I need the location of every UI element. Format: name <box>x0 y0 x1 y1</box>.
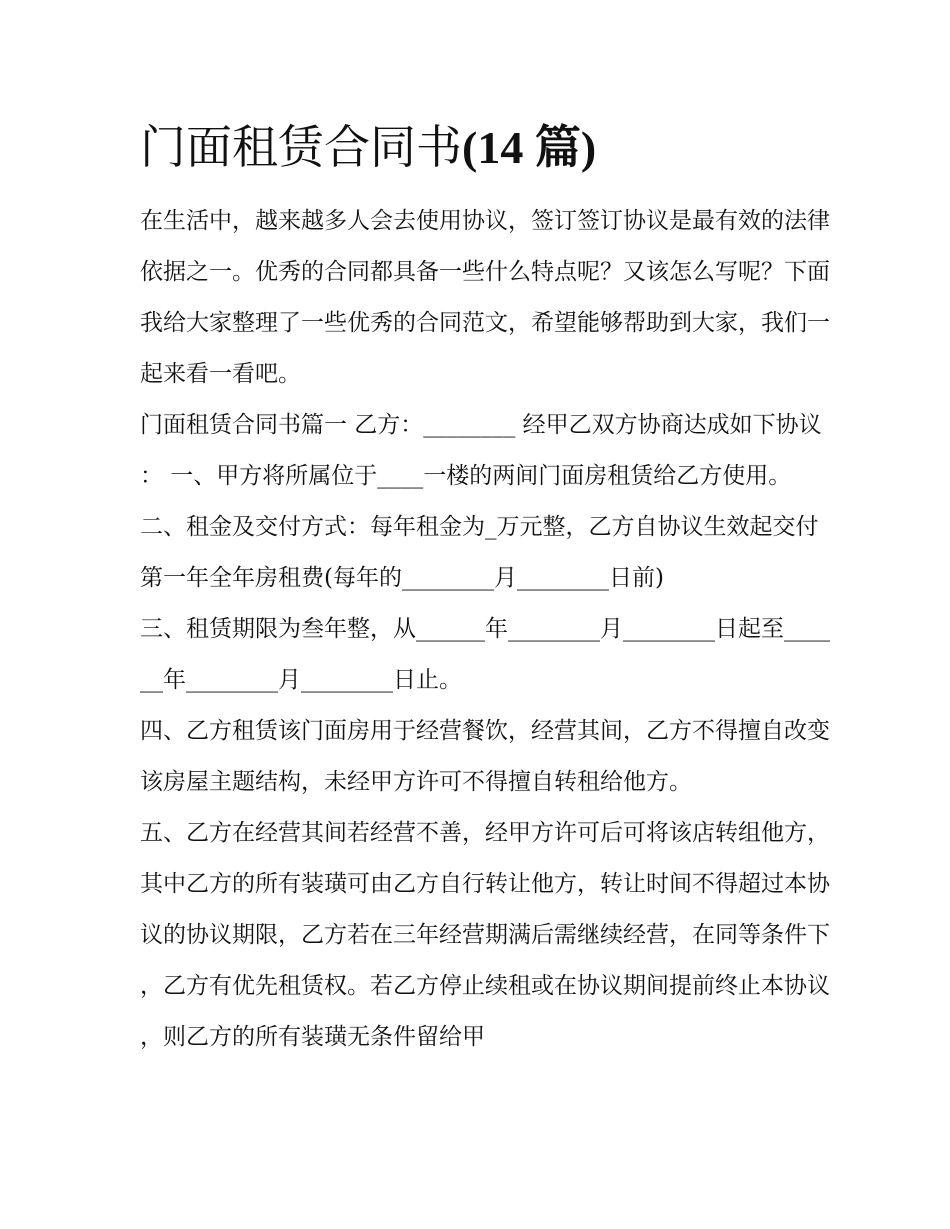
contract-preamble-paragraph: 门面租赁合同书篇一 乙方：________ 经甲乙双方协商达成如下协议： 一、甲方将所属位于____一楼的两间门面房租赁给乙方使用。 <box>140 412 822 489</box>
clause-5-paragraph: 五、乙方在经营其间若经营不善，经甲方许可后可将该店转组他方，其中乙方的所有装璜可由乙方自行转让他方，转让时间不得超过本协议的协议期限，乙方若在三年经营期满后需继续经营，在同等条件下，乙方有优先租赁权。若乙方停止续租或在协议期间提前终止本协议，则乙方的所有装璜无条件留给甲 <box>140 820 830 1050</box>
clause-2-paragraph: 二、租金及交付方式：每年租金为_万元整，乙方自协议生效起交付第一年全年房租费(每年的________月________日前) <box>140 514 819 591</box>
clause-3-paragraph: 三、租赁期限为叁年整，从______年________月________日起至______年________月________日止。 <box>140 616 830 693</box>
clause-4-paragraph: 四、乙方租赁该门面房用于经营餐饮，经营其间，乙方不得擅自改变该房屋主题结构，未经甲方许可不得擅自转租给他方。 <box>140 718 830 795</box>
intro-paragraph: 在生活中，越来越多人会去使用协议，签订签订协议是最有效的法律依据之一。优秀的合同都具备一些什么特点呢？又该怎么写呢？下面我给大家整理了一些优秀的合同范文，希望能够帮助到大家，我们一起来看一看吧。 <box>140 208 830 387</box>
title-main: 门面租赁合同书 <box>140 120 462 174</box>
document-body <box>140 196 830 1063</box>
title-suffix: (14 篇) <box>462 122 597 173</box>
document-title <box>140 112 596 183</box>
